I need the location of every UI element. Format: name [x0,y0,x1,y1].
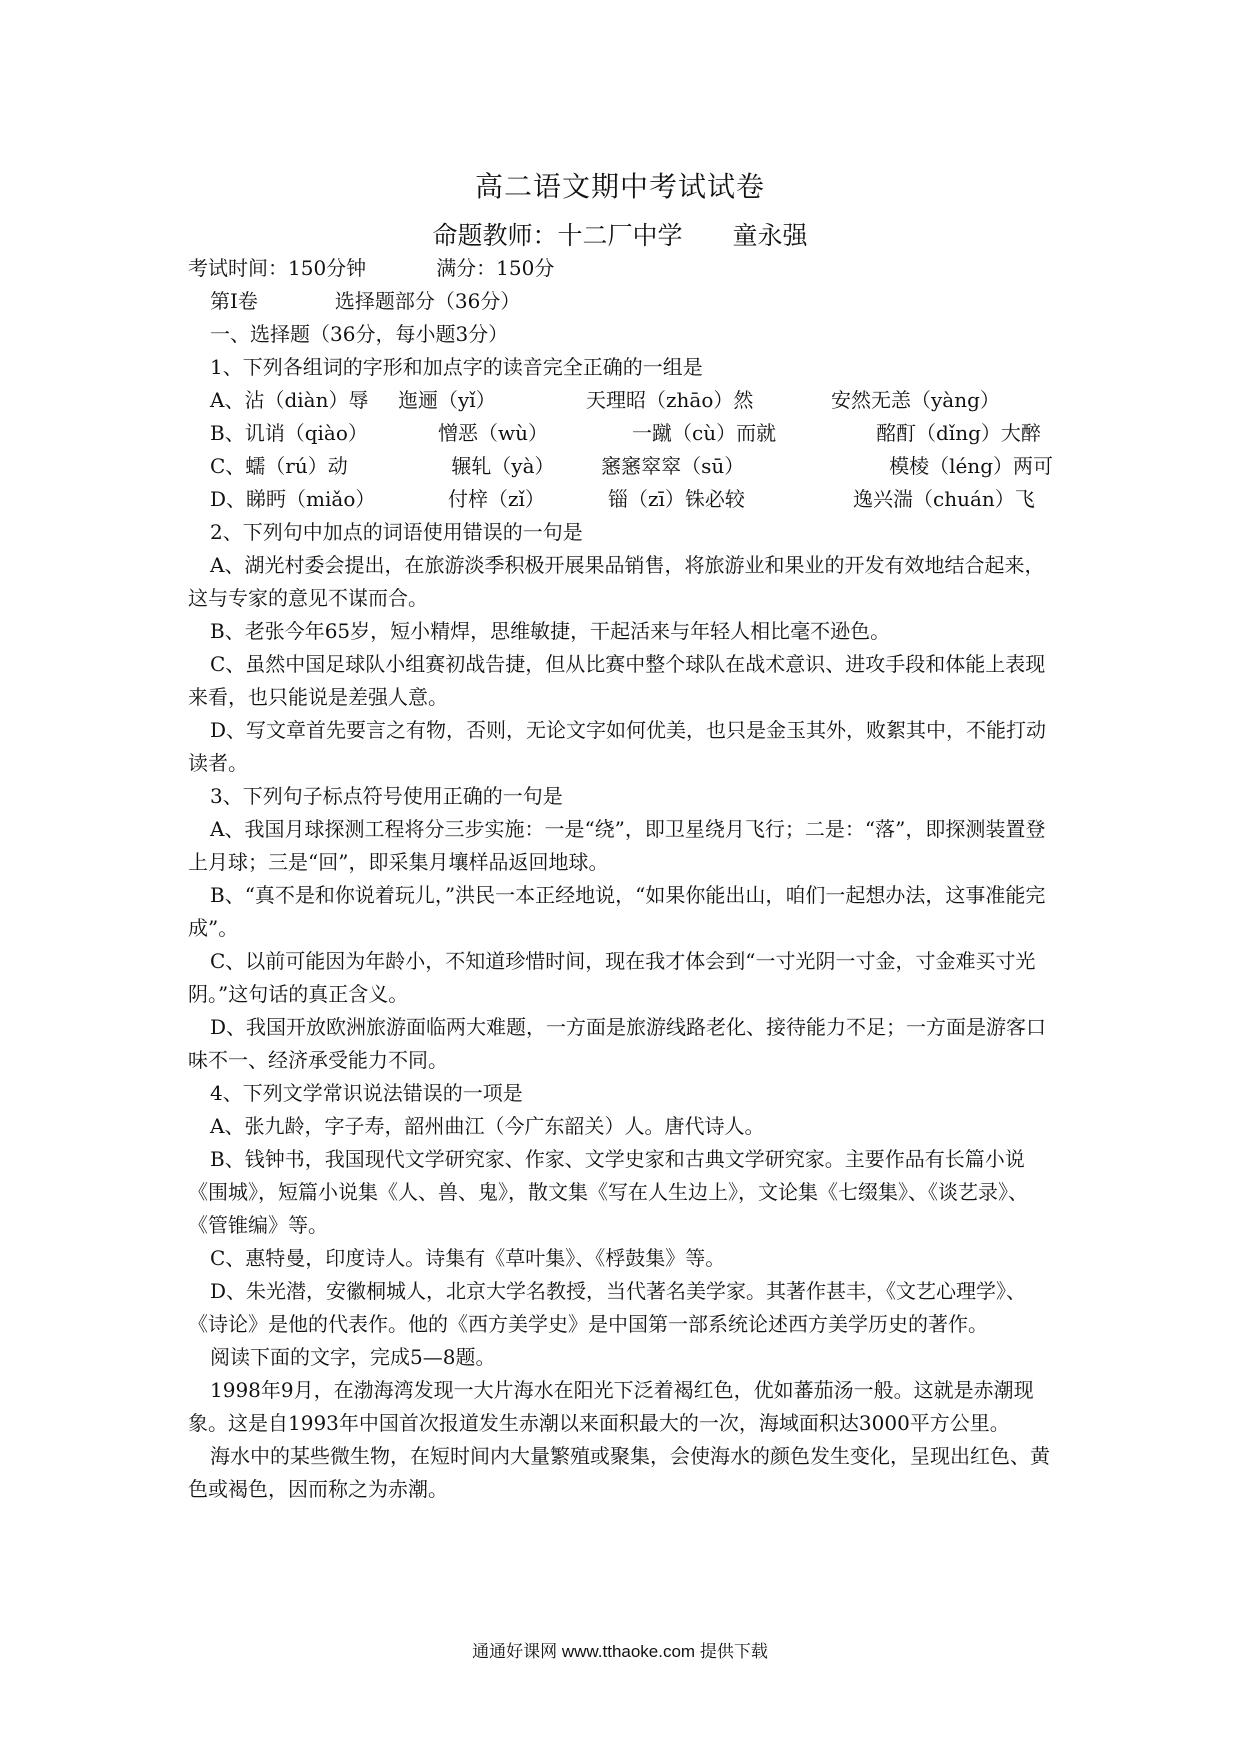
q3-option-c: C、以前可能因为年龄小，不知道珍惜时间，现在我才体会到“一寸光阴一寸金，寸金难买寸光阴。”这句话的真正含义。 [188,949,1036,1006]
exam-info [188,252,1053,285]
section-heading [188,285,1053,318]
section-desc: 选择题部分（36分） [334,289,521,313]
q4-stem: 4、下列文学常识说法错误的一项是 [210,1081,523,1105]
option-word: 逸兴湍（chuán）飞 [853,487,1035,511]
exam-time: 考试时间：150分钟 [188,256,367,280]
option-word: C、蠕（rú）动 [210,454,348,478]
q1-option-d [188,483,1053,516]
q2-option-c: C、虽然中国足球队小组赛初战告捷，但从比赛中整个球队在战术意识、进攻手段和体能上表现来看，也只能说是差强人意。 [188,652,1046,709]
option-word: 酩酊（dǐng）大醉 [876,421,1041,445]
option-word: 一蹴（cù）而就 [632,421,777,445]
q2-option-d: D、写文章首先要言之有物，否则，无论文字如何优美，也只是金玉其外，败絮其中，不能打动读者。 [188,718,1047,775]
teacher-label: 命题教师：十二厂中学 [432,221,683,250]
q3-option-b: B、“真不是和你说着玩儿，”洪民一本正经地说，“如果你能出山，咱们一起想办法，这事准能完成”。 [188,883,1046,940]
option-word: 窸窸窣窣（sū） [601,454,745,478]
q4-option-a: A、张九龄，字子寿，韶州曲江（今广东韶关）人。唐代诗人。 [210,1114,765,1138]
q4-option-c: C、惠特曼，印度诗人。诗集有《草叶集》、《桴鼓集》等。 [210,1246,726,1270]
reading-paragraph-2: 海水中的某些微生物，在短时间内大量繁殖或聚集，会使海水的颜色发生变化，呈现出红色、黄色或褐色，因而称之为赤潮。 [188,1444,1050,1501]
q4-option-d: D、朱光潜，安徽桐城人，北京大学名教授，当代著名美学家。其著作甚丰，《文艺心理学》、《诗论》是他的代表作。他的《西方美学史》是中国第一部系统论述西方美学历史的著作。 [188,1279,1027,1336]
reading-intro: 阅读下面的文字，完成5—8题。 [210,1345,496,1369]
part-heading: 一、选择题（36分，每小题3分） [210,322,509,346]
option-word: 天理昭（zhāo）然 [586,388,754,412]
option-word: 付梓（zǐ） [448,487,545,511]
q2-stem: 2、下列句中加点的词语使用错误的一句是 [210,520,583,544]
option-word: D、睇眄（miǎo） [210,487,376,511]
exam-score: 满分：150分 [436,256,555,280]
option-word: 憎恶（wù） [438,421,548,445]
option-word: 迤逦（yǐ） [398,388,496,412]
q1-option-a [188,384,1053,417]
option-word: 锱（zī）铢必较 [608,487,745,511]
option-word: 模棱（léng）两可 [889,454,1053,478]
q1-stem: 1、下列各组词的字形和加点字的读音完全正确的一组是 [210,355,703,379]
teacher-name: 童永强 [732,221,808,250]
q1-option-c [188,450,1053,483]
q1-option-b [188,417,1053,450]
q3-option-a: A、我国月球探测工程将分三步实施：一是“绕”，即卫星绕月飞行；二是：“落”，即探测装置登上月球；三是“回”，即采集月壤样品返回地球。 [188,817,1046,874]
q2-option-a: A、湖光村委会提出，在旅游淡季积极开展果品销售，将旅游业和果业的开发有效地结合起来，这与专家的意见不谋而合。 [188,553,1045,610]
reading-paragraph-1: 1998年9月，在渤海湾发现一大片海水在阳光下泛着褐红色，优如蕃茄汤一般。这就是赤潮现象。这是自1993年中国首次报道发生赤潮以来面积最大的一次，海域面积达3000平方公里。 [188,1378,1034,1435]
exam-content [188,252,1053,1506]
q4-option-b: B、钱钟书，我国现代文学研究家、作家、文学史家和古典文学研究家。主要作品有长篇小说《围城》，短篇小说集《人、兽、鬼》，散文集《写在人生边上》，文论集《七缀集》、《谈艺录》、《管锥编》等。 [188,1147,1028,1237]
author-line [0,216,1240,252]
option-word: 辗轧（yà） [451,454,555,478]
section-name: 第Ⅰ卷 [210,289,258,313]
option-word: 安然无恙（yàng） [831,388,1000,412]
option-word: A、沾（diàn）辱 [210,388,369,412]
footer-credit: 通通好课网 www.tthaoke.com 提供下载 [472,1642,768,1661]
option-word: B、讥诮（qiào） [210,421,368,445]
q2-option-b: B、老张今年65岁，短小精焊，思维敏捷，干起活来与年轻人相比毫不逊色。 [210,619,891,643]
q3-option-d: D、我国开放欧洲旅游面临两大难题，一方面是旅游线路老化、接待能力不足；一方面是游客口味不一、经济承受能力不同。 [188,1015,1047,1072]
page-title: 高二语文期中考试试卷 [474,170,765,203]
q3-stem: 3、下列句子标点符号使用正确的一句是 [210,784,563,808]
